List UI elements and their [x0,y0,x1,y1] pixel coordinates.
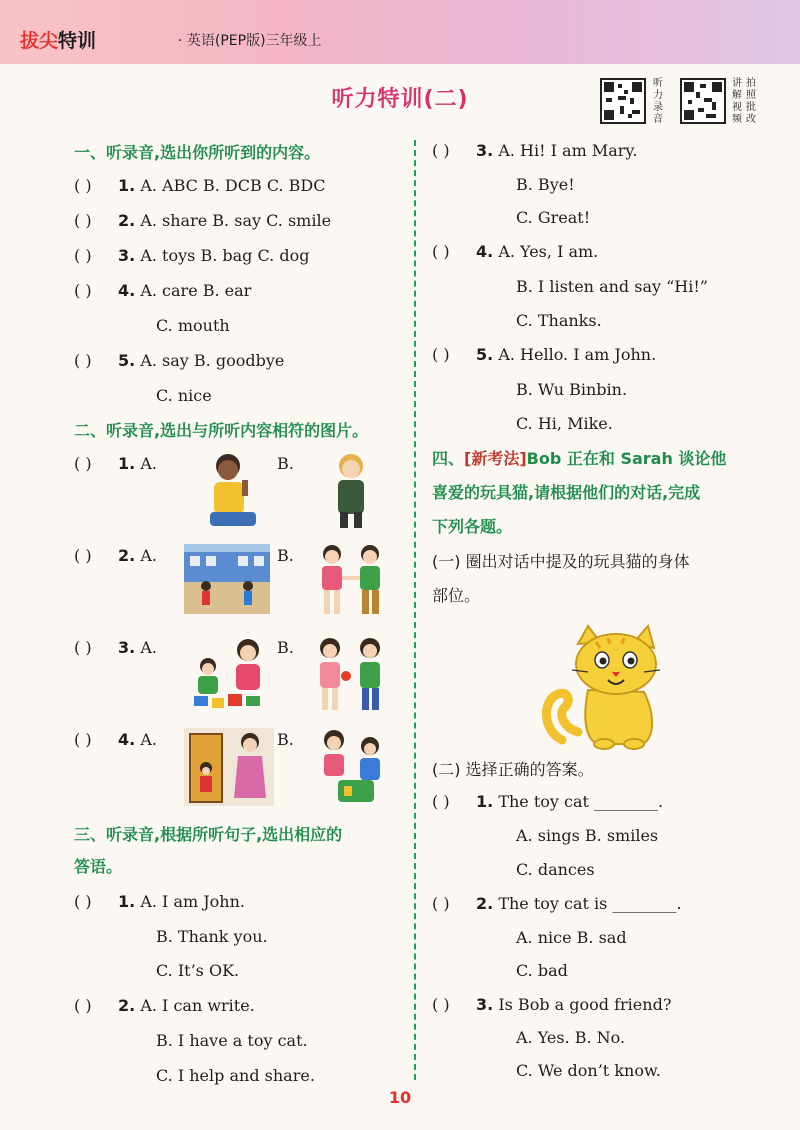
qr-label-listening: 听力录音 [653,78,663,125]
sec1-item-1: ( ) 1. A. ABC B. DCB C. BDC [74,176,326,195]
section4-title: 四、[新考法]Bob 正在和 Sarah 谈论他 [432,449,727,468]
sec1-item-4-c: C. mouth [156,316,230,335]
sec2-item-2-b: B. [277,546,294,565]
sec3-item-2-c: C. I help and share. [156,1066,315,1085]
sub2-item-1-c: C. dances [516,860,595,879]
kids-standing-image [312,636,392,716]
sec3-item-2-b: B. I have a toy cat. [156,1031,308,1050]
sec3-item-4-c: C. Thanks. [516,311,602,330]
sub2-title: (二) 选择正确的答案。 [432,760,594,779]
sec1-item-4: ( ) 4. A. care B. ear [74,281,252,300]
header-band [0,0,800,64]
section2-title: 二、听录音,选出与所听内容相符的图片。 [74,421,369,440]
qr-label-video: 讲解视频 [732,78,742,125]
book-subtitle: · 英语(PEP版)三年级上 [178,33,322,49]
boy-at-door-image [184,728,274,806]
sec3-item-3-b: B. Bye! [516,175,575,194]
kids-playing-blocks-image [184,636,274,712]
toy-cat-image [538,620,688,750]
sub2-item-1-ab: A. sings B. smiles [516,826,659,845]
sec1-item-3: ( ) 3. A. toys B. bag C. dog [74,246,310,265]
sub2-item-3: ( ) 3. Is Bob a good friend? [432,995,672,1014]
sec3-item-4-b: B. I listen and say “Hi!” [516,277,708,296]
sub1-line1: (一) 圈出对话中提及的玩具猫的身体 [432,552,690,571]
section3-title-line2: 答语。 [74,857,123,876]
sec2-item-4: ( ) 4. A. [74,730,157,749]
sub1-line2: 部位。 [432,586,481,605]
sec3-item-4: ( ) 4. A. Yes, I am. [432,242,599,261]
sec1-item-5-c: C. nice [156,386,212,405]
sub2-item-2: ( ) 2. The toy cat is ________. [432,894,682,913]
sec1-item-2: ( ) 2. A. share B. say C. smile [74,211,332,230]
sec3-item-1-b: B. Thank you. [156,927,268,946]
kids-with-bag-image [312,728,392,808]
qr-code-video [680,78,726,124]
sub2-item-3-ab: A. Yes. B. No. [516,1028,626,1047]
section3-title-line1: 三、听录音,根据所听句子,选出相应的 [74,825,343,844]
sec2-item-1-b: B. [277,454,294,473]
sec3-item-1-c: C. It’s OK. [156,961,240,980]
page-title: 听力特训(二) [331,87,469,112]
school-kids-image [184,544,270,614]
sub2-item-2-ab: A. nice B. sad [516,928,627,947]
sec3-item-5-c: C. Hi, Mike. [516,414,613,433]
boy-waving-image [200,452,260,532]
sec2-item-3: ( ) 3. A. [74,638,157,657]
sec3-item-5: ( ) 5. A. Hello. I am John. [432,345,657,364]
sub2-item-3-c: C. We don’t know. [516,1061,661,1080]
girl-image [326,452,376,532]
sec2-item-1: ( ) 1. A. [74,454,157,473]
sub2-item-1: ( ) 1. The toy cat ________. [432,792,664,811]
sec2-item-2: ( ) 2. A. [74,546,157,565]
qr-code-listening [600,78,646,124]
section1-title: 一、听录音,选出你所听到的内容。 [74,143,321,162]
sec1-item-5: ( ) 5. A. say B. goodbye [74,351,285,370]
column-divider [414,140,416,1080]
sec3-item-1: ( ) 1. A. I am John. [74,892,245,911]
sec3-item-3: ( ) 3. A. Hi! I am Mary. [432,141,638,160]
sec2-item-3-b: B. [277,638,294,657]
section4-line2: 喜爱的玩具猫,请根据他们的对话,完成 [432,483,701,502]
qr-label-grading: 拍照批改 [746,78,756,125]
brand-logo: 拔尖特训 [20,30,97,52]
kids-shaking-hands-image [312,544,392,618]
sub2-item-2-c: C. bad [516,961,568,980]
sec3-item-3-c: C. Great! [516,208,591,227]
sec3-item-2: ( ) 2. A. I can write. [74,996,255,1015]
sec2-item-4-b: B. [277,730,294,749]
page-number: 10 [388,1088,412,1107]
sec3-item-5-b: B. Wu Binbin. [516,380,628,399]
section4-line3: 下列各题。 [432,517,513,536]
new-method-badge: [新考法] [464,449,527,468]
